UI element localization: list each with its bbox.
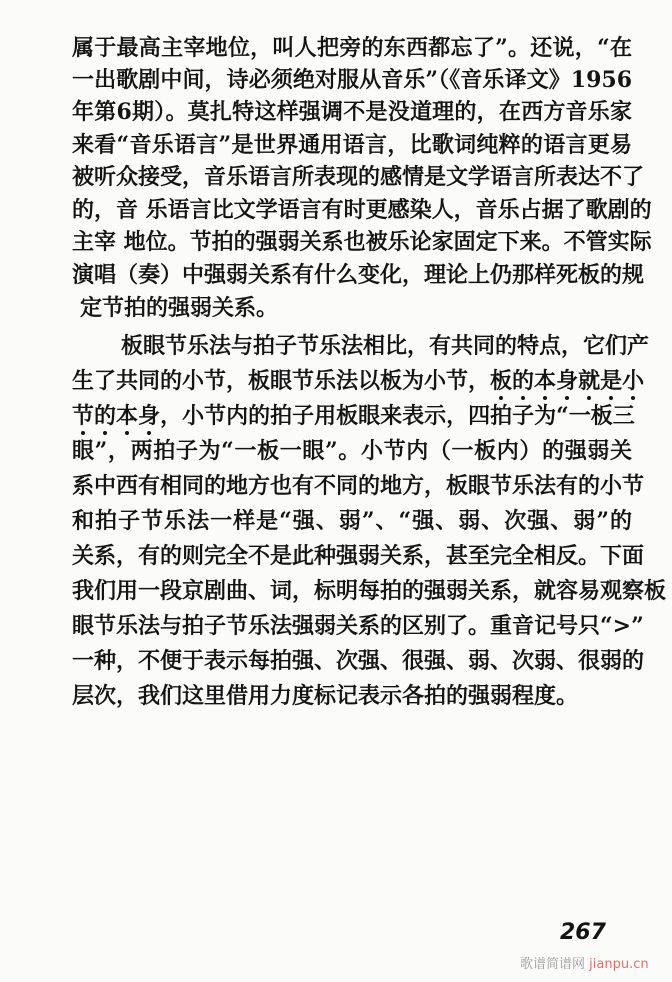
emphasis-char: 的 bbox=[512, 368, 535, 394]
text-line: 年第6期）。莫扎特这样强调不是没道理的，在西方音乐家 bbox=[72, 99, 632, 125]
text-line: 眼节乐法与拍子节乐法强弱关系的区别了。重音记号只“>” bbox=[72, 613, 644, 639]
text-segment: 生了共同的小节，板眼节乐法以板为小节， bbox=[72, 368, 491, 394]
text-line: 系中西有相同的地方也有不同的地方，板眼节乐法有的小节 bbox=[72, 473, 645, 499]
text-line: 的，音 乐语言比文学语言有时更感染人，音乐占据了歌剧的 bbox=[72, 197, 652, 223]
emphasis-char: 本 bbox=[534, 368, 557, 394]
text-line bbox=[72, 402, 635, 430]
watermark-en: jianpu.cn bbox=[589, 957, 649, 972]
text-line: 属于最高主宰地位，叫人把旁的东西都忘了”。还说，“在 bbox=[72, 35, 632, 61]
text-line: 来看“音乐语言”是世界通用语言，比歌词纯粹的语言更易 bbox=[72, 132, 632, 158]
emphasis-char: 身 bbox=[556, 368, 579, 394]
text-line: 关系，有的则完全不是此种强弱关系，甚至完全相反。下面 bbox=[72, 543, 645, 569]
emphasis-char: 身 bbox=[138, 403, 161, 429]
text-line bbox=[72, 367, 645, 395]
text-line: 我们用一段京剧曲、词，标明每拍的强弱关系，就容易观察板 bbox=[72, 578, 667, 604]
text-line: 板眼节乐法与拍子节乐法相比，有共同的特点，它们产 bbox=[121, 333, 650, 359]
text-segment: ，小节内的拍子用板眼来表示，四拍子为“一板三 bbox=[160, 403, 635, 429]
text-line: 和拍子节乐法一样是“强、弱”、“强、弱、次强、弱”的 bbox=[72, 508, 632, 534]
emphasis-char: 板 bbox=[490, 368, 513, 394]
text-line: 一种，不便于表示每拍强、次强、很强、弱、次弱、很弱的 bbox=[72, 648, 645, 674]
watermark-cn: 歌谱简谱网 bbox=[520, 957, 586, 972]
text-line: 被听众接受，音乐语言所表现的感情是文学语言所表达不了 bbox=[72, 164, 645, 190]
emphasis-char: 节 bbox=[72, 403, 95, 429]
text-line: 定节拍的强弱关系。 bbox=[80, 295, 279, 321]
watermark bbox=[520, 953, 649, 972]
emphasis-char: 的 bbox=[94, 403, 117, 429]
emphasis-char: 就 bbox=[578, 368, 601, 394]
text-line: 一出歌剧中间，诗必须绝对服从音乐”（《音乐译文》1956 bbox=[72, 67, 632, 93]
page-number: 267 bbox=[560, 920, 606, 945]
emphasis-char: 本 bbox=[116, 403, 139, 429]
text-line: 主宰 地位。节拍的强弱关系也被乐论家固定下来。不管实际 bbox=[72, 229, 652, 255]
emphasis-char: 小 bbox=[622, 368, 645, 394]
emphasis-char: 是 bbox=[600, 368, 623, 394]
text-line: 层次，我们这里借用力度标记表示各拍的强弱程度。 bbox=[72, 683, 579, 709]
text-line: 演唱（奏）中强弱关系有什么变化，理论上仍那样死板的规 bbox=[72, 262, 645, 288]
text-line: 眼”，两拍子为“一板一眼”。小节内（一板内）的强弱关 bbox=[72, 438, 632, 464]
